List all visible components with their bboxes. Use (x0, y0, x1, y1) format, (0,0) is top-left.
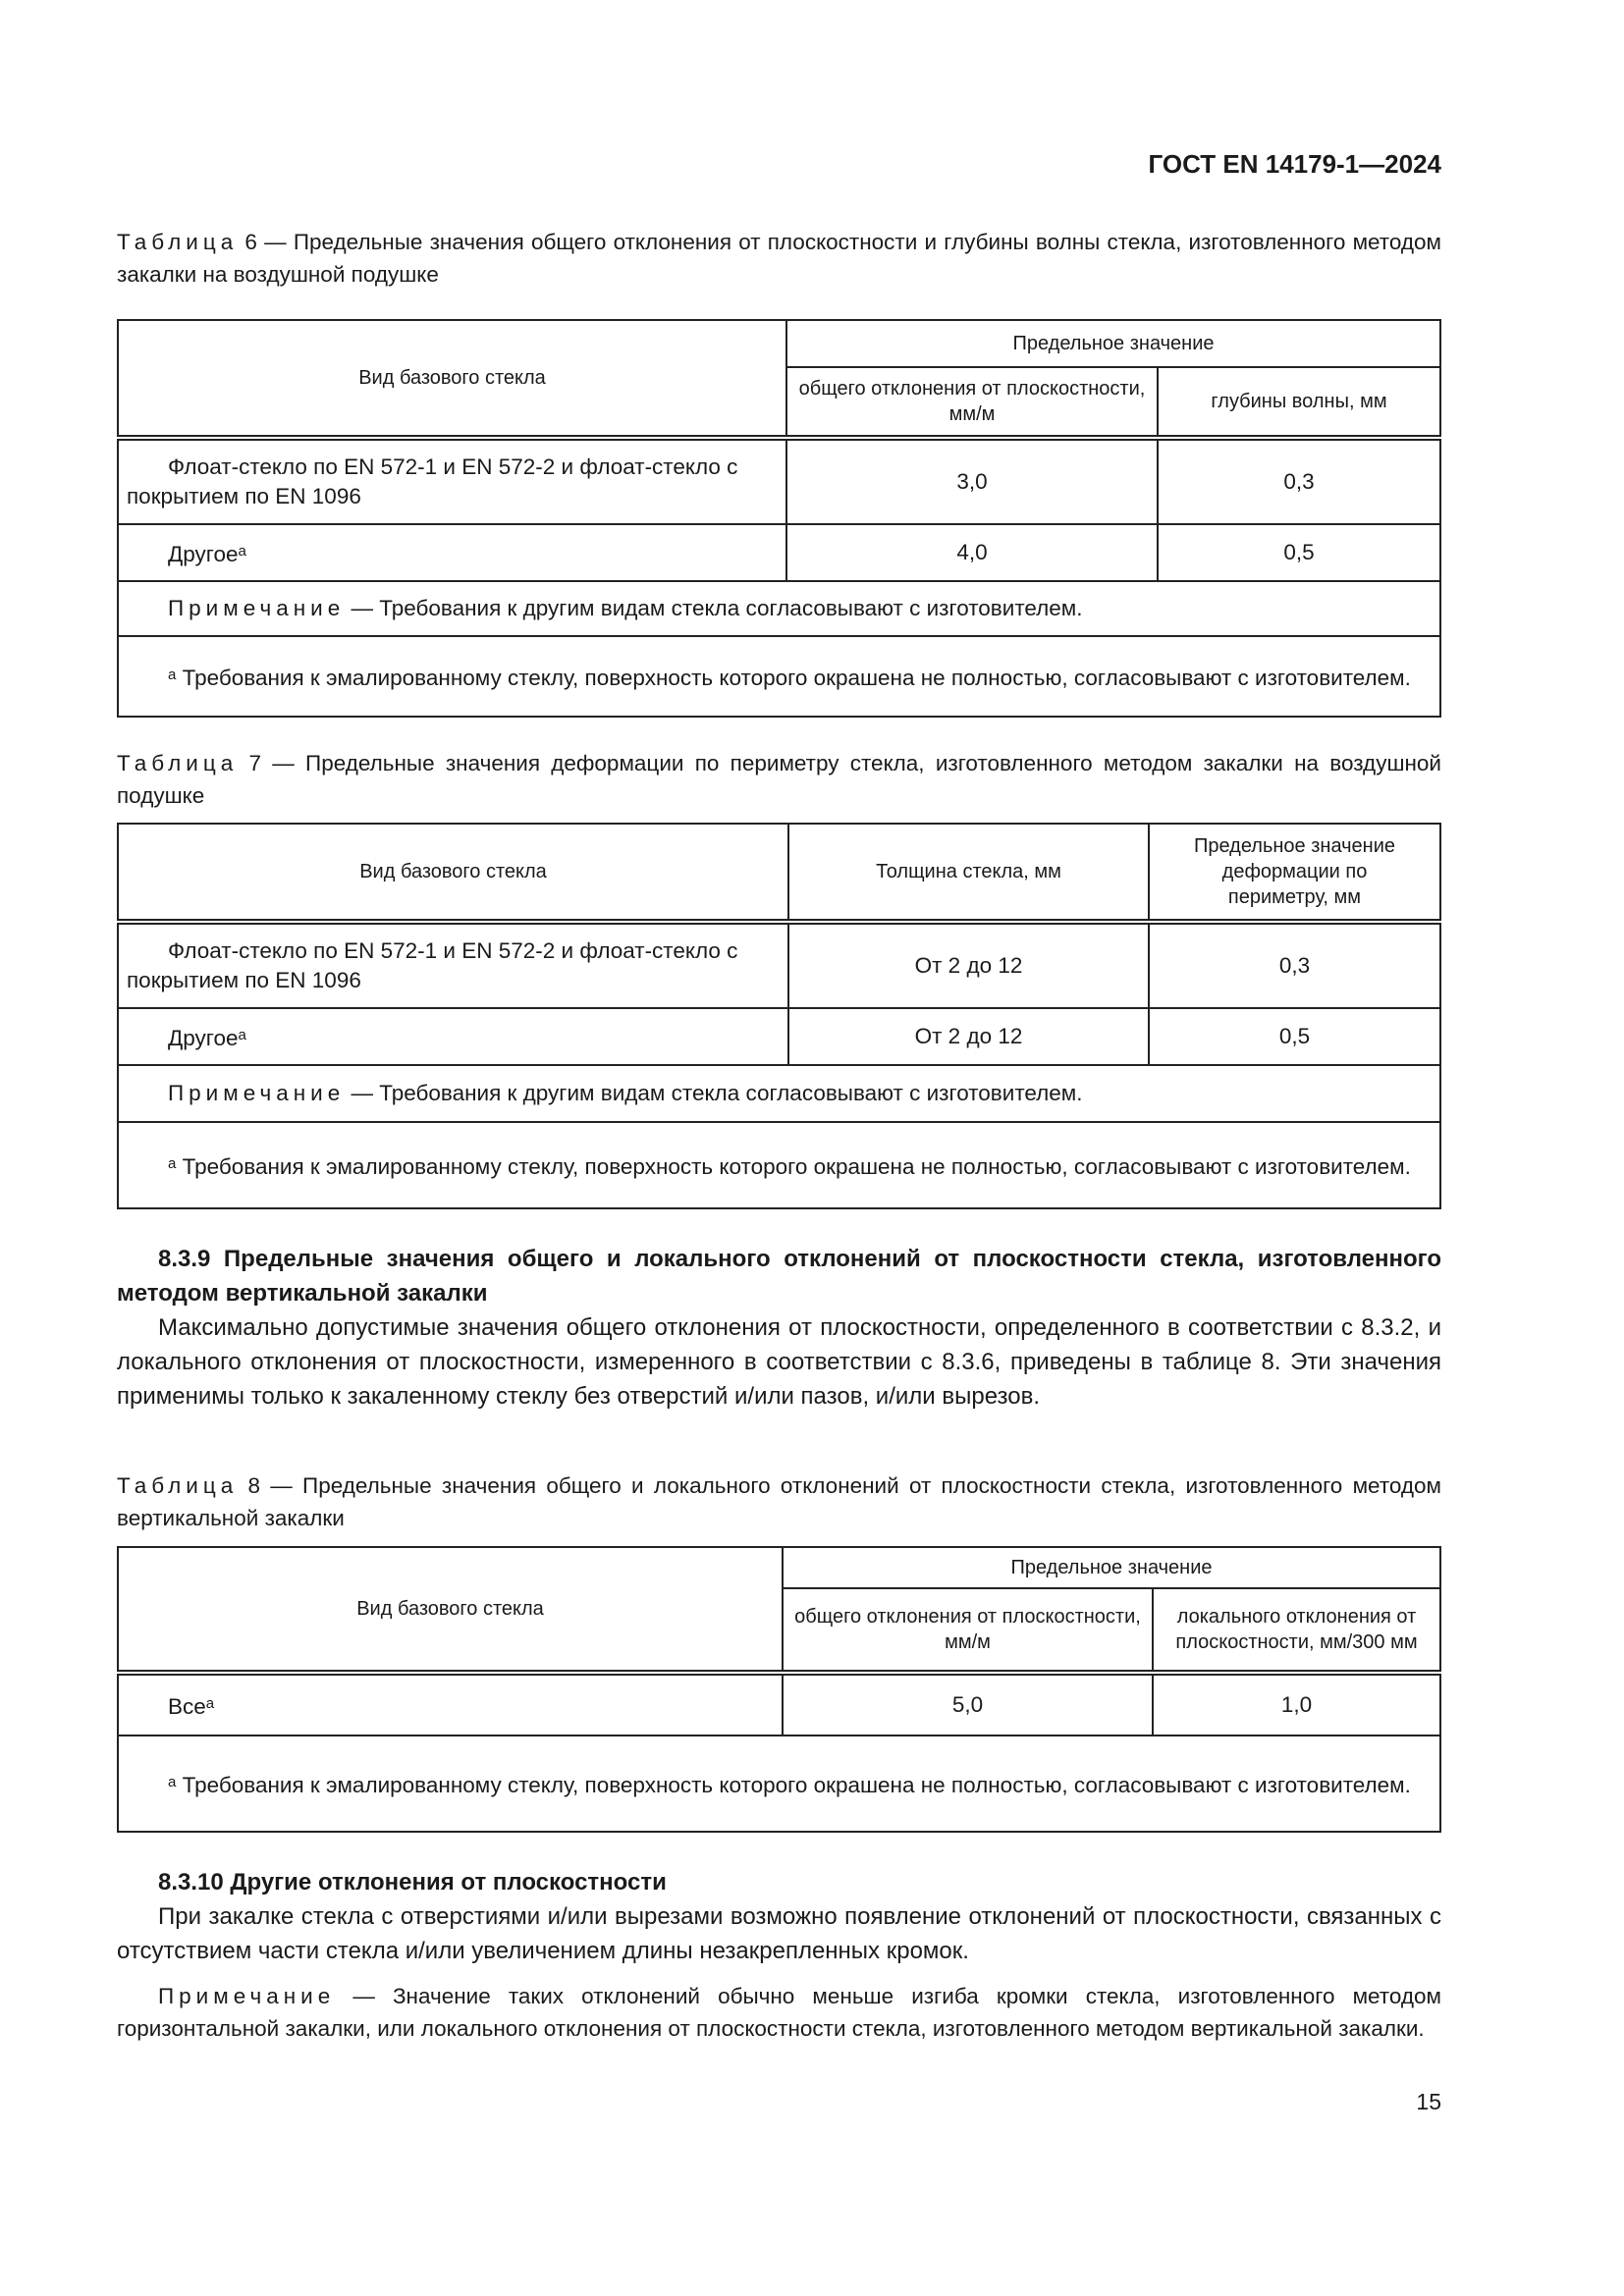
table-6-caption (117, 226, 1441, 291)
cell-name (118, 1008, 788, 1065)
cell-value: От 2 до 12 (788, 922, 1149, 1008)
caption-text: 8 — Предельные значения общего и локального отклонений от плоскостности стекла, изготовленного методом вертикальной закалки (117, 1473, 1441, 1530)
name-text: Все (168, 1693, 206, 1719)
header-type: Вид базового стекла (118, 1547, 783, 1673)
footnote-mark: a (168, 666, 177, 683)
section-8-3-9 (117, 1242, 1441, 1414)
table-footnote (118, 636, 1440, 717)
note-label: Примечание (158, 1984, 336, 2008)
header-col2: локального отклонения от плоскостности, мм/300 мм (1153, 1588, 1440, 1673)
table-note (118, 1065, 1440, 1122)
name-text: Другое (168, 541, 239, 566)
table-row (118, 438, 1440, 524)
table-row (118, 922, 1440, 1008)
section-heading: 8.3.9 Предельные значения общего и локального отклонений от плоскостности стекла, изготовленного методом вертикальной закалки (117, 1246, 1441, 1307)
cell-value: 0,3 (1149, 922, 1440, 1008)
caption-text: 7 — Предельные значения деформации по периметру стекла, изготовленного методом закалки на воздушной подушке (117, 751, 1441, 808)
header-type: Вид базового стекла (118, 824, 788, 922)
cell-value: От 2 до 12 (788, 1008, 1149, 1065)
note-label: Примечание (168, 596, 346, 620)
note-label: Примечание (168, 1081, 346, 1105)
table-note (118, 581, 1440, 636)
section-heading: 8.3.10 Другие отклонения от плоскостности (158, 1869, 667, 1896)
header-limit: Предельное значение (786, 320, 1440, 367)
footnote-mark: a (238, 542, 246, 560)
section-text: При закалке стекла с отверстиями и/или вырезами возможно появление отклонений от плоскостности, связанных с отсутствием части стекла и/или увеличением длины незакрепленных кромок. (117, 1903, 1441, 1964)
caption-label: Таблица (117, 230, 239, 254)
caption-label: Таблица (117, 751, 239, 775)
page-number: 15 (1416, 2089, 1441, 2114)
footnote-mark: a (168, 1154, 177, 1172)
cell-value: 0,5 (1158, 524, 1440, 581)
footnote-text: Требования к эмалированному стеклу, поверхность которого окрашена не полностью, согласовывают с изготовителем. (176, 1153, 1411, 1179)
header-type: Вид базового стекла (118, 320, 786, 438)
cell-value: 1,0 (1153, 1673, 1440, 1735)
table-8 (117, 1546, 1441, 1833)
table-footnote (118, 1735, 1440, 1832)
footnote-text: Требования к эмалированному стеклу, поверхность которого окрашена не полностью, согласовывают с изготовителем. (176, 1772, 1411, 1797)
table-8-caption (117, 1469, 1441, 1534)
cell-name: Флоат-стекло по EN 572-1 и EN 572-2 и флоат-стекло с покрытием по EN 1096 (118, 438, 786, 524)
footnote-mark: a (168, 1773, 177, 1790)
header-col1: общего отклонения от плоскостности, мм/м (786, 367, 1158, 438)
note-text: — Требования к другим видам стекла согласовывают с изготовителем. (345, 1081, 1083, 1105)
table-6 (117, 319, 1441, 718)
footnote-text: Требования к эмалированному стеклу, поверхность которого окрашена не полностью, согласовывают с изготовителем. (176, 665, 1411, 690)
footnote-mark: a (205, 1694, 215, 1712)
header-deformation: Предельное значение деформации по периметру, мм (1149, 824, 1440, 922)
header-col2: глубины волны, мм (1158, 367, 1440, 438)
caption-label: Таблица (117, 1473, 239, 1498)
cell-name: Флоат-стекло по EN 572-1 и EN 572-2 и флоат-стекло с покрытием по EN 1096 (118, 922, 788, 1008)
cell-value: 4,0 (786, 524, 1158, 581)
footnote-mark: a (238, 1026, 246, 1043)
header-thickness: Толщина стекла, мм (788, 824, 1149, 922)
table-7 (117, 823, 1441, 1209)
cell-name (118, 1673, 783, 1735)
table-row (118, 1673, 1440, 1735)
cell-value: 0,3 (1158, 438, 1440, 524)
name-text: Другое (168, 1025, 239, 1050)
header-limit: Предельное значение (783, 1547, 1440, 1588)
note-text: — Требования к другим видам стекла согласовывают с изготовителем. (345, 596, 1083, 620)
table-footnote (118, 1122, 1440, 1208)
cell-value: 3,0 (786, 438, 1158, 524)
cell-value: 0,5 (1149, 1008, 1440, 1065)
note-text: — Значение таких отклонений обычно меньше изгиба кромки стекла, изготовленного методом горизонтальной закалки, или локального отклонения от плоскостности стекла, изготовленного методом вертикальной закалки. (117, 1984, 1441, 2041)
document-header: ГОСТ EN 14179-1—2024 (1148, 149, 1441, 179)
table-7-caption (117, 747, 1441, 812)
caption-text: 6 — Предельные значения общего отклонения от плоскостности и глубины волны стекла, изготовленного методом закалки на воздушной подушке (117, 230, 1441, 287)
cell-name (118, 524, 786, 581)
section-text: Максимально допустимые значения общего отклонения от плоскостности, определенного в соответствии с 8.3.2, и локального отклонения от плоскостности, измеренного в соответствии с 8.3.6, приведены в таблице 8. Эти значения применимы только к закаленному стеклу без отверстий и/или пазов, и/или вырезов. (117, 1314, 1441, 1410)
table-row (118, 1008, 1440, 1065)
section-8-3-10 (117, 1865, 1441, 2045)
section-note (117, 1980, 1441, 2045)
table-row (118, 524, 1440, 581)
cell-value: 5,0 (783, 1673, 1153, 1735)
header-col1: общего отклонения от плоскостности, мм/м (783, 1588, 1153, 1673)
